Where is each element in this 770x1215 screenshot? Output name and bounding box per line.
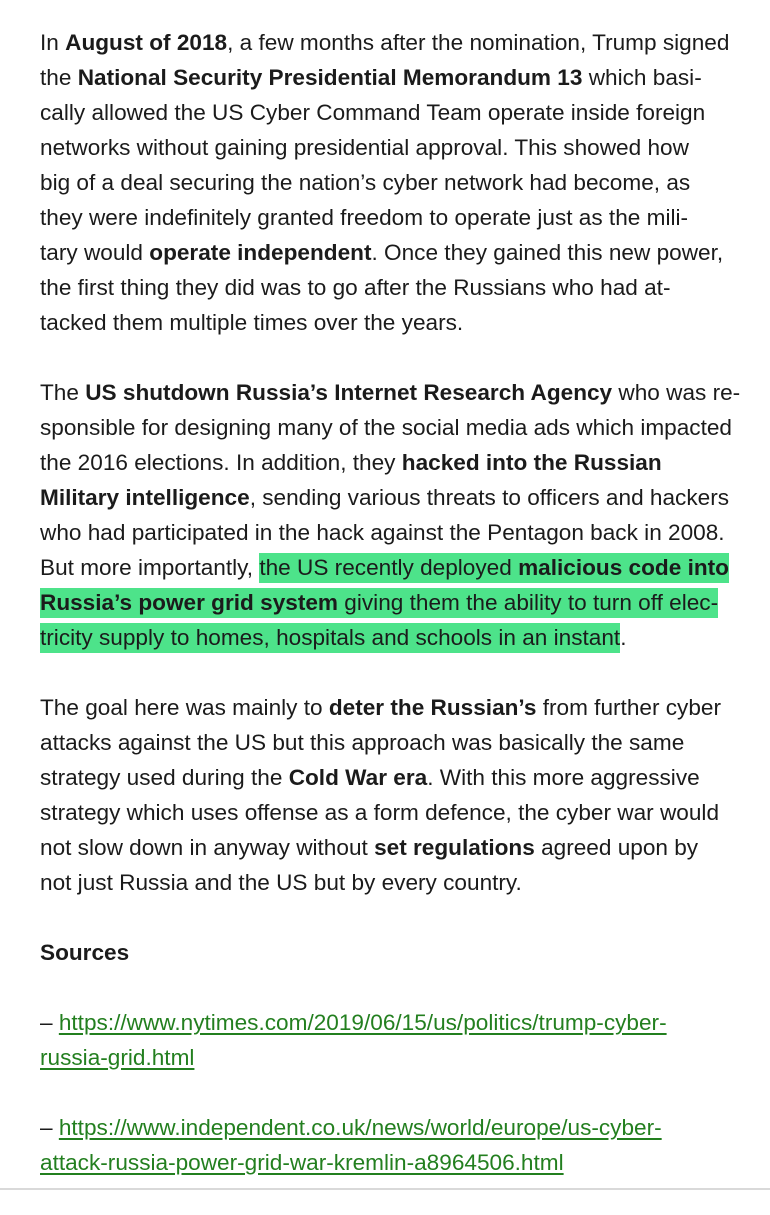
source-link-independent[interactable]: https://www.independent.co.uk/news/world/europe/us-cyber-: [58, 1115, 662, 1140]
text-line: tary would operate independent. Once they gained this new power,: [40, 240, 724, 265]
bold-phrase: National Security Presidential Memorandum 13: [77, 65, 583, 90]
article-body: [40, 25, 740, 1215]
text-line: The US shutdown Russia’s Internet Research Agency who was re-: [40, 380, 741, 405]
text-line: But more importantly, the US recently deployed malicious code into: [40, 550, 740, 585]
bold-phrase: deter the Russian’s: [328, 695, 537, 720]
text-line: In August of 2018, a few months after the nomination, Trump signed: [40, 30, 730, 55]
paragraph-nspm13: [40, 25, 740, 340]
bold-phrase: Cold War era: [288, 765, 428, 790]
text-line: sponsible for designing many of the social media ads which impacted: [40, 415, 732, 440]
bold-phrase: Russia’s power grid system: [40, 590, 339, 615]
text-line: who had participated in the hack against the Pentagon back in 2008.: [40, 520, 725, 545]
text-line: The goal here was mainly to deter the Russian’s from further cyber: [40, 695, 722, 720]
bold-phrase: hacked into the Russian: [401, 450, 662, 475]
source-link-nytimes-continued[interactable]: russia-grid.html: [40, 1045, 195, 1070]
source-item: [40, 1110, 740, 1180]
text-line: tacked them multiple times over the years.: [40, 310, 464, 335]
text-line: strategy used during the Cold War era. With this more aggressive: [40, 765, 700, 790]
text-line: not just Russia and the US but by every country.: [40, 870, 522, 895]
highlighted-text: Russia’s power grid system giving them the ability to turn off elec-: [40, 588, 718, 618]
text-line: they were indefinitely granted freedom to operate just as the mili-: [40, 205, 689, 230]
bold-phrase: operate independent: [149, 240, 372, 265]
text-line: cally allowed the US Cyber Command Team operate inside foreign: [40, 100, 706, 125]
bold-phrase: August of 2018: [65, 30, 228, 55]
source-link-independent-continued[interactable]: attack-russia-power-grid-war-kremlin-a8964506.html: [40, 1150, 564, 1175]
text-line: attacks against the US but this approach was basically the same: [40, 730, 685, 755]
text-line: – https://www.independent.co.uk/news/world/europe/us-cyber-: [40, 1115, 662, 1140]
source-item: [40, 1005, 740, 1075]
bold-phrase: Military intelligence: [40, 485, 250, 510]
text-line: strategy which uses offense as a form defence, the cyber war would: [40, 800, 720, 825]
bold-phrase: set regulations: [374, 835, 535, 860]
text-line: [40, 1145, 740, 1180]
source-link-nytimes[interactable]: https://www.nytimes.com/2019/06/15/us/politics/trump-cyber-: [58, 1010, 667, 1035]
text-line: [40, 1040, 740, 1075]
bold-phrase: US shutdown Russia’s Internet Research Agency: [85, 380, 613, 405]
highlighted-text: tricity supply to homes, hospitals and schools in an instant: [40, 623, 620, 653]
text-line: big of a deal securing the nation’s cyber network had become, as: [40, 170, 691, 195]
text-line: the first thing they did was to go after the Russians who had at-: [40, 275, 671, 300]
sources-heading: Sources: [40, 940, 130, 965]
bold-phrase: malicious code into: [518, 555, 729, 580]
text-line: the National Security Presidential Memorandum 13 which basi-: [40, 65, 702, 90]
text-line: [40, 585, 740, 620]
text-line: networks without gaining presidential approval. This showed how: [40, 135, 689, 160]
paragraph-russia-actions: [40, 375, 740, 655]
text-line: tricity supply to homes, hospitals and schools in an instant.: [40, 620, 740, 655]
text-line: Military intelligence, sending various threats to officers and hackers: [40, 485, 730, 510]
text-line: the 2016 elections. In addition, they hacked into the Russian: [40, 450, 662, 475]
text-line: not slow down in anyway without set regulations agreed upon by: [40, 835, 699, 860]
bottom-divider: [0, 1188, 770, 1190]
paragraph-deterrence: [40, 690, 740, 900]
text-line: – https://www.nytimes.com/2019/06/15/us/politics/trump-cyber-: [40, 1010, 667, 1035]
highlighted-text: the US recently deployed malicious code into: [259, 553, 729, 583]
